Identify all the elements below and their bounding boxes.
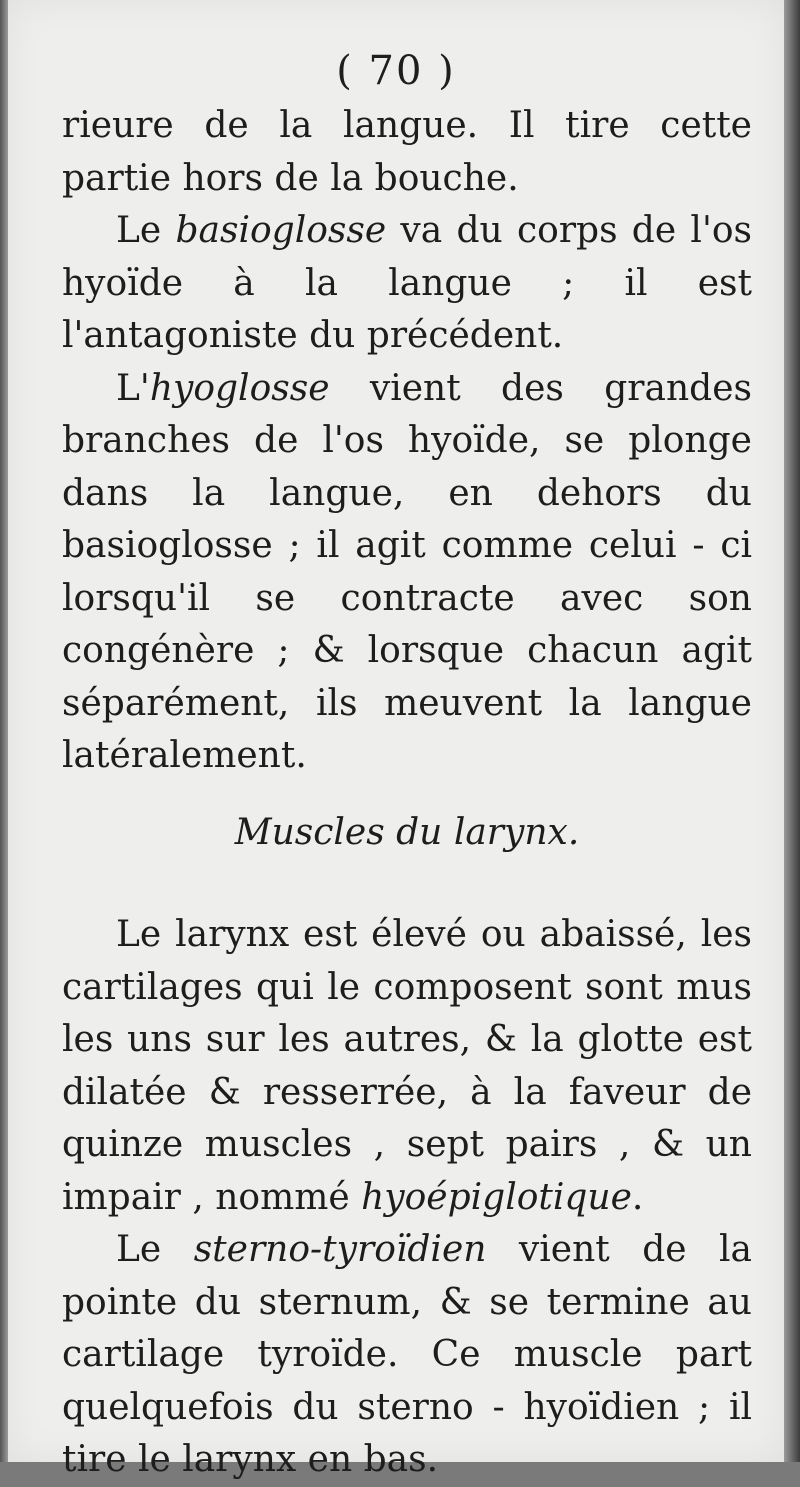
book-page xyxy=(8,0,784,1480)
section-heading: Muscles du larynx. xyxy=(234,811,580,853)
page-left-edge xyxy=(0,0,8,1462)
paragraph-text: va du corps de l'os hyoïde à la langue ; il est l'antagoniste du précédent. xyxy=(62,210,752,356)
paragraph-text: . xyxy=(631,1176,644,1218)
paragraph-continuation xyxy=(62,100,752,205)
page-number: ( 70 ) xyxy=(336,48,456,94)
page-right-edge xyxy=(784,0,800,1462)
paragraph-text: L' xyxy=(116,367,150,409)
anatomical-term: hyoépiglotique xyxy=(361,1176,632,1218)
page-text xyxy=(62,100,752,1487)
paragraph-text: vient des grandes branches de l'os hyoïde, se plonge dans la langue, en dehors du basioglosse ; il agit comme celui - ci lorsqu'il se contracte avec son congénère ; & lorsque chacun agit séparément, ils meuvent la langue latéralement. xyxy=(62,367,752,776)
paragraph-text: Le xyxy=(116,210,176,251)
paragraph-larynx xyxy=(62,909,752,1224)
paragraph-text: Le larynx est élevé ou abaissé, les cartilages qui le composent sont mus les uns sur les autres, & la glotte est dilatée & resserrée, à la faveur de quinze muscles , sept pairs , & un impair , nommé xyxy=(62,914,752,1218)
paragraph-text: Le xyxy=(116,1229,194,1270)
paragraph-text: rieure de la langue. Il tire cette partie hors de la bouche. xyxy=(62,105,752,199)
paragraph-hyoglosse xyxy=(62,363,752,783)
paragraph-text: vient de la pointe du sternum, & se termine au cartilage tyroïde. Ce muscle part quelquefois du sterno - hyoïdien ; il tire le larynx en bas. xyxy=(62,1229,753,1480)
paragraph-basioglosse xyxy=(62,205,752,363)
anatomical-term: hyoglosse xyxy=(149,367,330,409)
anatomical-term: basioglosse xyxy=(175,210,387,251)
anatomical-term: sterno-tyroïdien xyxy=(193,1229,487,1270)
paragraph-sterno-tyroidien xyxy=(62,1224,752,1487)
